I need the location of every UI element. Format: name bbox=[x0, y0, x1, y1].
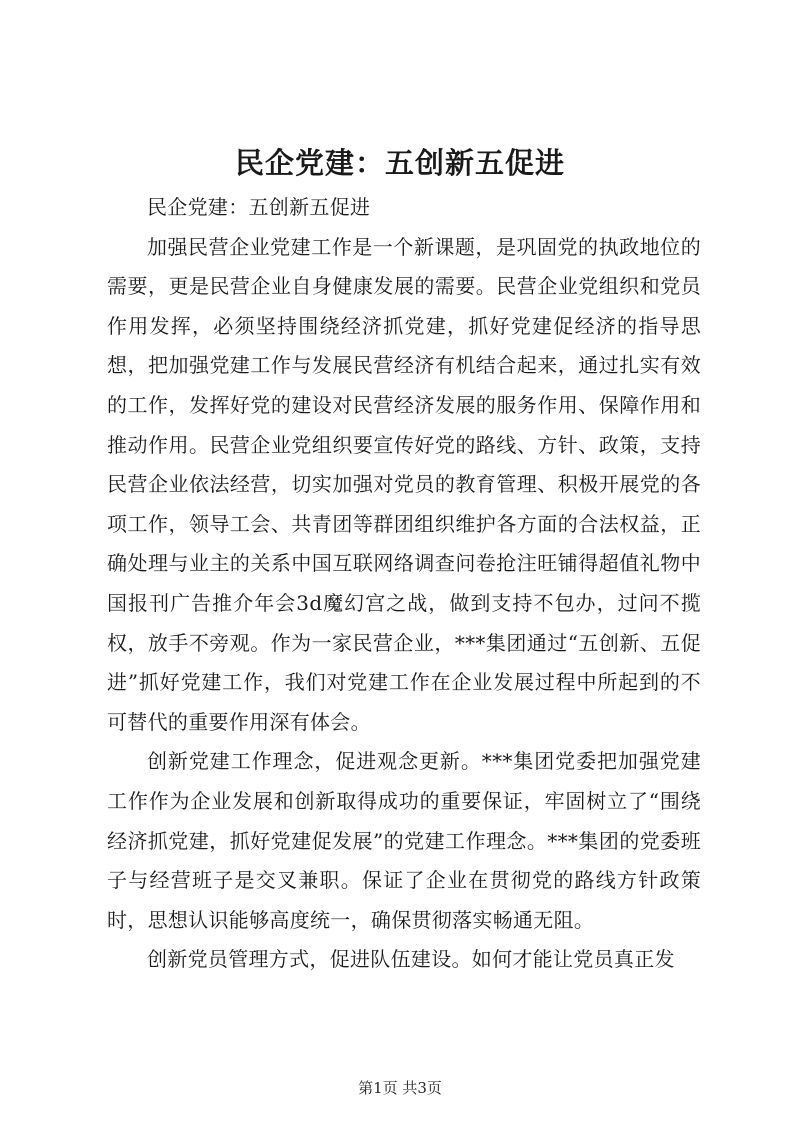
paragraph-intro: 加强民营企业党建工作是一个新课题，是巩固党的执政地位的需要，更是民营企业自身健康发展的需要。民营企业党组织和党员作用发挥，必须坚持围绕经济抓党建，抓好党建促经济的指导思想，把加强党建工作与发展民营经济有机结合起来，通过扎实有效的工作，发挥好党的建设对民营经济发展的服务作用、保障作用和推动作用。民营企业党组织要宣传好党的路线、方针、政策，支持民营企业依法经营，切实加强对党员的教育管理、积极开展党的各项工作，领导工会、共青团等群团组织维护各方面的合法权益，正确处理与业主的关系中国互联网络调查问卷抢注旺铺得超值礼物中国报刊广告推介年会3d魔幻宫之战，做到支持不包办，过问不揽权，放手不旁观。作为一家民营企业，***集团通过“五创新、五促进”抓好党建工作，我们对党建工作在企业发展过程中所起到的不可替代的重要作用深有体会。 bbox=[107, 234, 701, 734]
document-title: 民企党建：五创新五促进 bbox=[234, 146, 565, 180]
paragraph-concept: 创新党建工作理念，促进观念更新。***集团党委把加强党建工作作为企业发展和创新取得成功的重要保证，牢固树立了“围绕经济抓党建，抓好党建促发展”的党建工作理念。***集团的党委班子与经营班子是交叉兼职。保证了企业在贯彻党的路线方针政策时，思想认识能够高度统一，确保贯彻落实畅通无阻。 bbox=[107, 749, 701, 932]
paragraph-subtitle: 民企党建：五创新五促进 bbox=[147, 195, 371, 219]
page-number-footer: 第1页 共3页 bbox=[358, 1079, 442, 1097]
paragraph-management: 创新党员管理方式，促进队伍建设。如何才能让党员真正发 bbox=[147, 947, 675, 972]
document-body bbox=[107, 188, 701, 980]
